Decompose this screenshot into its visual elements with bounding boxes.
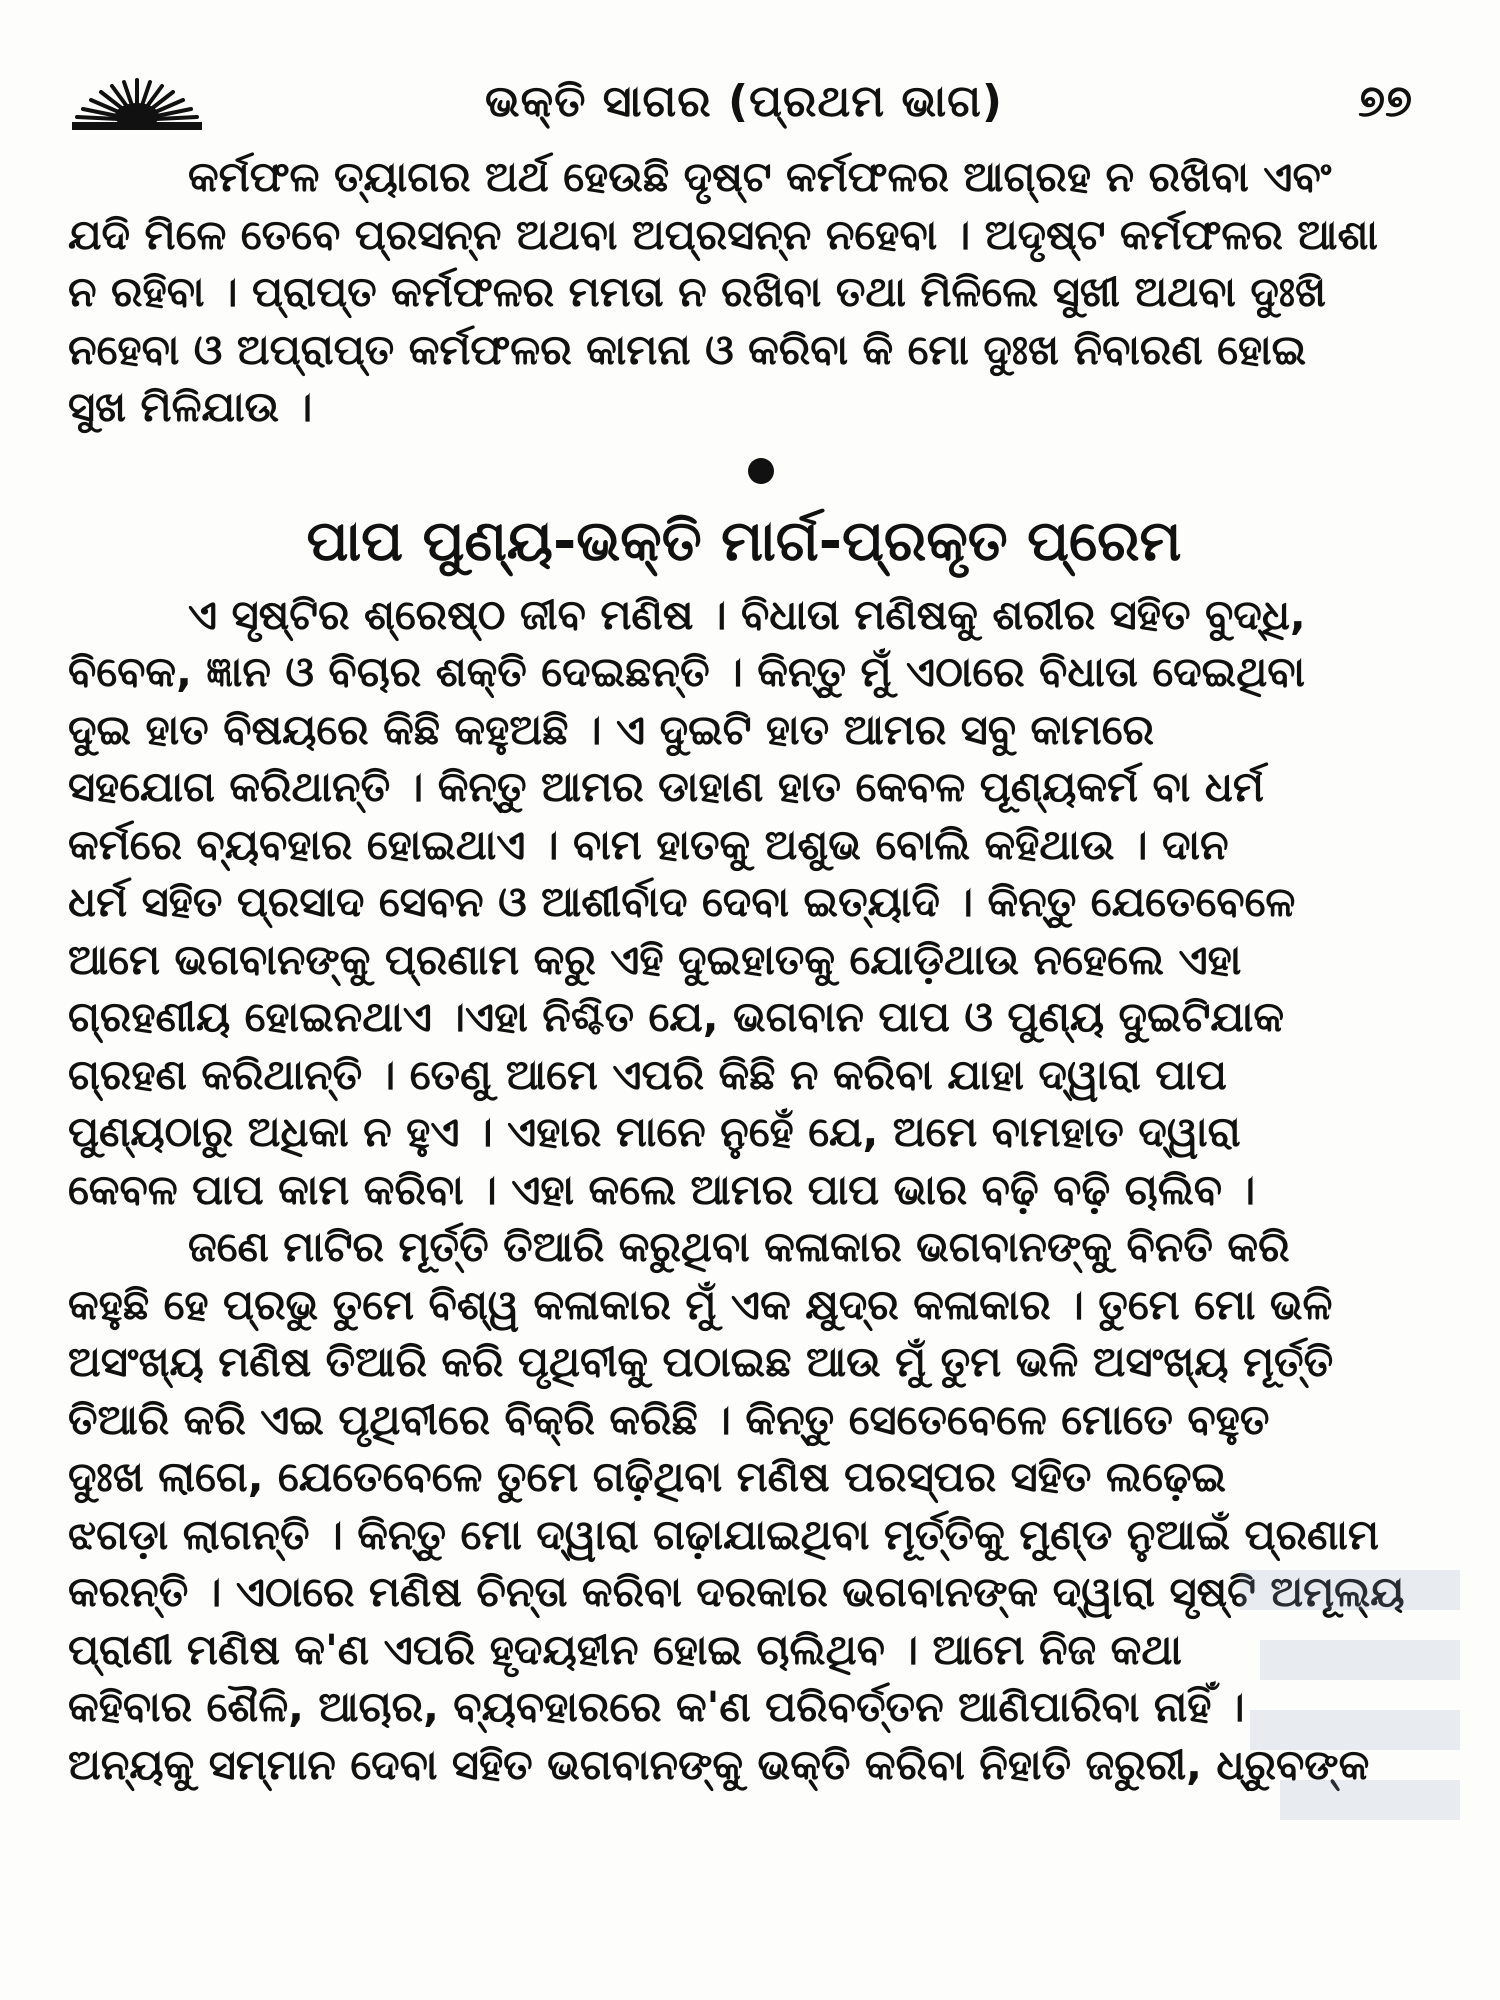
text-line: ଝଗଡ଼ା ଲାଗନ୍ତି । କିନ୍ତୁ ମୋ ଦ୍ୱାରା ଗଢ଼ାଯାଇଥିବା ମୂର୍ତ୍ତିକୁ ମୁଣ୍ଡ ନୁଆଇଁ ପ୍ରଣାମ [68,1509,1379,1559]
text-line: ସୁଖ ମିଳିଯାଉ । [68,382,313,431]
paragraph-2 [68,586,1420,1219]
text-line: ତିଆରି କରି ଏଇ ପୃଥିବୀରେ ବିକ୍ରି କରିଛି । କିନ୍ତୁ ସେତେବେଳେ ମୋତେ ବହୁତ [68,1394,1270,1444]
text-line: ଯଦି ମିଳେ ତେବେ ପ୍ରସନ୍ନ ଅଥବା ଅପ୍ରସନ୍ନ ନହେବା । ଅଦୃଷ୍ଟ କର୍ମଫଳର ଆଶା [68,209,1378,259]
paragraph-3 [68,1218,1420,1793]
text-line: ପ୍ରାଣୀ ମଣିଷ କ'ଣ ଏପରି ହୃଦୟହୀନ ହୋଇ ଚାଲିଥିବ । ଆମେ ନିଜ କଥା [68,1624,1182,1674]
text-line: ଆମେ ଭଗବାନଙ୍କୁ ପ୍ରଣାମ କରୁ ଏହି ଦୁଇହାତକୁ ଯୋଡ଼ିଥାଉ ନହେଲେ ଏହା [68,934,1242,984]
text-line: କର୍ମଫଳ ତ୍ୟାଗର ଅର୍ଥ ହେଉଛି ଦୃଷ୍ଟ କର୍ମଫଳର ଆଗ୍ରହ ନ ରଖିବା ଏବଂ [188,152,1332,201]
text-line: କେବଳ ପାପ କାମ କରିବା । ଏହା କଲେ ଆମର ପାପ ଭାର ବଢ଼ି ବଢ଼ି ଚାଲିବ । [68,1164,1256,1214]
section-heading: ପାପ ପୁଣ୍ୟ-ଭକ୍ତି ମାର୍ଗ-ପ୍ରକୃତ ପ୍ରେମ [306,508,1182,574]
text-line: ଜଣେ ମାଟିର ମୂର୍ତ୍ତି ତିଆରି କରୁଥିବା କଳାକାର ଭଗବାନଙ୍କୁ ବିନତି କରି [188,1222,1290,1271]
page-header [68,70,1420,140]
text-line: ଏ ସୃଷ୍ଟିର ଶ୍ରେଷ୍ଠ ଜୀବ ମଣିଷ । ବିଧାତା ମଣିଷକୁ ଶରୀର ସହିତ ବୁଦ୍ଧି, [188,589,1306,639]
text-line: ନ ରହିବା । ପ୍ରାପ୍ତ କର୍ମଫଳର ମମତା ନ ରଖିବା ତଥା ମିଳିଲେ ସୁଖୀ ଅଥବା ଦୁଃଖି [68,267,1327,316]
text-line: ଧର୍ମ ସହିତ ପ୍ରସାଦ ସେବନ ଓ ଆଶୀର୍ବାଦ ଦେବା ଇତ୍ୟାଦି । କିନ୍ତୁ ଯେତେବେଳେ [68,877,1296,926]
text-line: ଅସଂଖ୍ୟ ମଣିଷ ତିଆରି କରି ପୃଥିବୀକୁ ପଠାଇଛ ଆଉ ମୁଁ ତୁମ ଭଳି ଅସଂଖ୍ୟ ମୂର୍ତ୍ତି [68,1337,1334,1386]
section-separator [68,436,1420,506]
text-line: କରନ୍ତି । ଏଠାରେ ମଣିଷ ଚିନ୍ତା କରିବା ଦରକାର ଭଗବାନଙ୍କ ଦ୍ୱାରା ସୃଷ୍ଟି ଅମୂଲ୍ୟ [68,1567,1405,1616]
text-line: ଗ୍ରହଣୀୟ ହୋଇନଥାଏ ।ଏହା ନିଶ୍ଚିତ ଯେ, ଭଗବାନ ପାପ ଓ ପୁଣ୍ୟ ଦୁଇଟିଯାକ [68,992,1285,1041]
text-line: ନହେବା ଓ ଅପ୍ରାପ୍ତ କର୍ମଫଳର କାମନା ଓ କରିବା କି ମୋ ଦୁଃଖ ନିବାରଣ ହୋଇ [68,324,1307,374]
text-line: ବିବେକ, ଜ୍ଞାନ ଓ ବିଚାର ଶକ୍ତି ଦେଇଛନ୍ତି । କିନ୍ତୁ ମୁଁ ଏଠାରେ ବିଧାତା ଦେଇଥିବା [68,647,1306,696]
text-line: ଅନ୍ୟକୁ ସମ୍ମାନ ଦେବା ସହିତ ଭଗବାନଙ୍କୁ ଭକ୍ତି କରିବା ନିହାତି ଜରୁରୀ, ଧ୍ରୁବଙ୍କ [68,1739,1370,1789]
text-line: କହୁଛି ହେ ପ୍ରଭୁ ତୁମେ ବିଶ୍ୱ କଳାକାର ମୁଁ ଏକ କ୍ଷୁଦ୍ର କଳାକାର । ତୁମେ ମୋ ଭଳି [68,1279,1333,1329]
text-line: ସହଯୋଗ କରିଥାନ୍ତି । କିନ୍ତୁ ଆମର ଡାହାଣ ହାତ କେବଳ ପୂଣ୍ୟକର୍ମ ବା ଧର୍ମ [68,762,1264,811]
text-line: ଦୁଇ ହାତ ବିଷୟରେ କିଛି କହୁଅଛି । ଏ ଦୁଇଟି ହାତ ଆମର ସବୁ କାମରେ [68,704,1154,754]
text-line: ପୁଣ୍ୟଠାରୁ ଅଧିକା ନ ହୁଏ । ଏହାର ମାନେ ନୁହେଁ ଯେ, ଅମେ ବାମହାତ ଦ୍ୱାରା [68,1107,1241,1156]
paragraph-1 [68,148,1420,436]
text-line: କର୍ମରେ ବ୍ୟବହାର ହୋଇଥାଏ । ବାମ ହାତକୁ ଅଶୁଭ ବୋଲି କହିଥାଉ । ଦାନ [68,819,1229,869]
text-line: ଦୁଃଖ ଲାଗେ, ଯେତେବେଳେ ତୁମେ ଗଢ଼ିଥିବା ମଣିଷ ପରସ୍ପର ସହିତ ଲଢ଼େଇ [68,1452,1227,1501]
page-number: ୭୭ [1358,76,1412,127]
running-title: ଭକ୍ତି ସାଗର (ପ୍ରଥମ ଭାଗ) [484,76,1004,127]
text-line: କହିବାର ଶୈଳି, ଆଚାର, ବ୍ୟବହାରରେ କ'ଣ ପରିବର୍ତ୍ତନ ଆଣିପାରିବା ନାହିଁ । [68,1682,1245,1731]
text-line: ଗ୍ରହଣ କରିଥାନ୍ତି । ତେଣୁ ଆମେ ଏପରି କିଛି ନ କରିବା ଯାହା ଦ୍ୱାରା ପାପ [68,1049,1227,1099]
bullet-dot-icon [748,458,774,484]
